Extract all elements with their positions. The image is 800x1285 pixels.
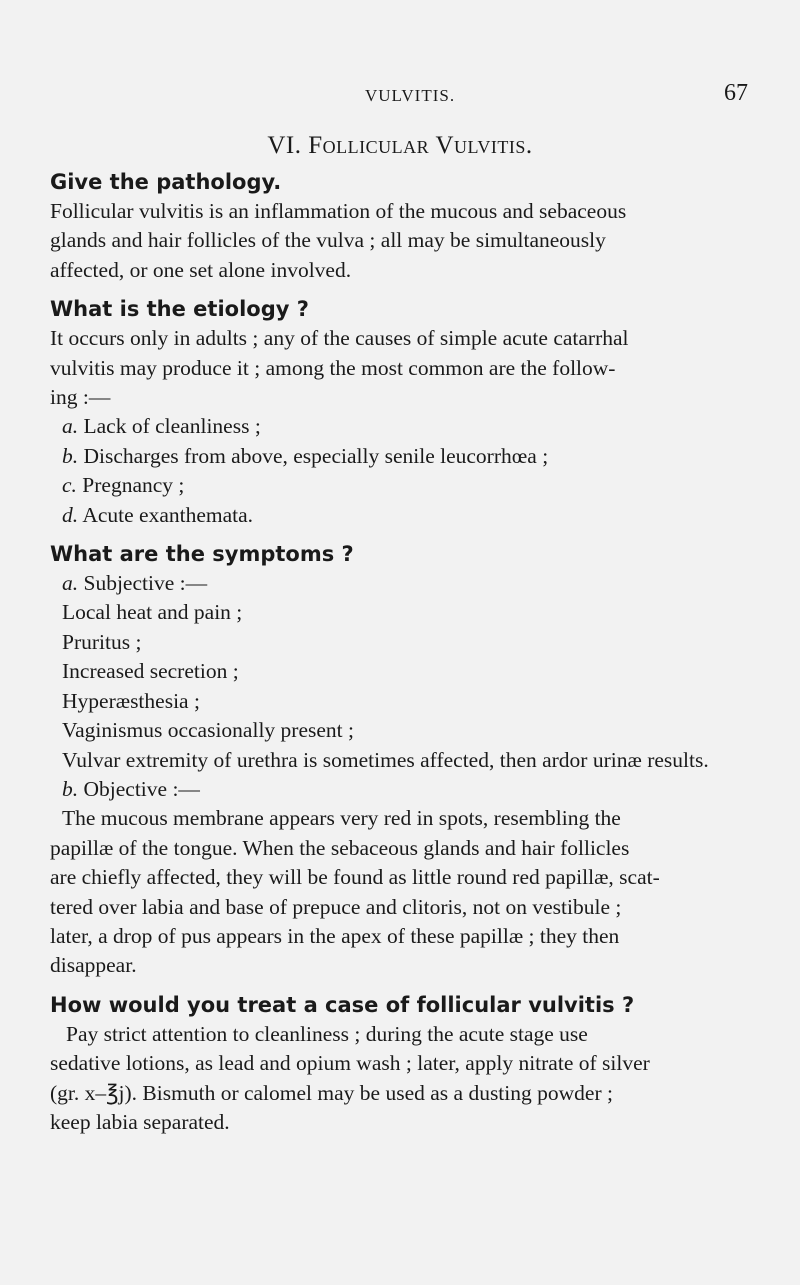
list-item [50,471,785,500]
symptom-item: Vaginismus occasionally present ; [62,718,354,743]
text-line: Pay strict attention to cleanliness ; during the acute stage use [66,1021,588,1046]
text-line: later, a drop of pus appears in the apex of these papillæ ; they then [50,923,620,948]
answer-treatment [50,1020,785,1138]
symptom-item: Pruritus ; [62,629,142,654]
section-title-text: Follicular Vulvitis. [308,132,533,159]
list-text: Discharges from above, especially senile leucorrhœa ; [83,443,549,468]
text-line: It occurs only in adults ; any of the causes of simple acute catarrhal [50,326,629,351]
text-line: keep labia separated. [50,1109,230,1134]
text-line: The mucous membrane appears very red in spots, resembling the [62,806,621,831]
list-item [50,501,785,530]
list-label: d. [62,502,79,527]
text-line: (gr. x–℥j). Bismuth or calomel may be used as a dusting powder ; [50,1080,613,1105]
objective-heading [50,775,785,804]
text-line: Follicular vulvitis is an inflammation of the mucous and sebaceous [50,199,627,223]
text-line: affected, or one set alone involved. [50,257,352,282]
list-text: Pregnancy ; [82,473,185,498]
list-label: c. [62,473,77,498]
text-line: are chiefly affected, they will be found as little round red papillæ, scat- [50,865,660,890]
answer-symptoms [50,569,785,981]
running-title: VULVITIS. [365,86,456,105]
symptom-item: Increased secretion ; [62,659,239,684]
question-etiology: What is the etiology ? [50,297,309,322]
text-line: papillæ of the tongue. When the sebaceous glands and hair follicles [50,835,630,860]
answer-etiology [50,324,785,530]
list-text: Lack of cleanliness ; [83,414,261,439]
heading-text: Objective :— [83,776,200,801]
subjective-heading [50,569,785,598]
list-label: b. [62,443,79,468]
list-item [50,412,785,441]
symptom-item: Vulvar extremity of urethra is sometimes affected, then ardor urinæ results. [62,747,709,772]
heading-text: Subjective :— [83,571,208,596]
question-pathology: Give the pathology. [50,170,282,194]
symptom-item: Hyperæsthesia ; [62,688,200,713]
text-line: sedative lotions, as lead and opium wash ; later, apply nitrate of silver [50,1051,650,1076]
page-body [50,168,785,1137]
text-line: disappear. [50,953,137,978]
page-number: 67 [724,80,748,106]
text-line: tered over labia and base of prepuce and clitoris, not on vestibule ; [50,894,622,919]
text-line: ing :— [50,385,111,410]
list-text: Acute exanthemata. [82,502,254,527]
running-header [0,80,800,110]
section-title [0,132,800,160]
list-label: b. [62,776,79,801]
question-symptoms: What are the symptoms ? [50,542,354,567]
text-line: vulvitis may produce it ; among the most common are the follow- [50,355,616,380]
list-item [50,442,785,471]
text-line: glands and hair follicles of the vulva ; all may be simultaneously [50,228,606,253]
list-label: a. [62,414,79,439]
symptom-item: Local heat and pain ; [62,600,243,625]
list-label: a. [62,571,79,596]
answer-pathology [50,197,785,285]
question-treatment: How would you treat a case of follicular vulvitis ? [50,992,635,1017]
section-numeral: VI. [267,132,302,159]
